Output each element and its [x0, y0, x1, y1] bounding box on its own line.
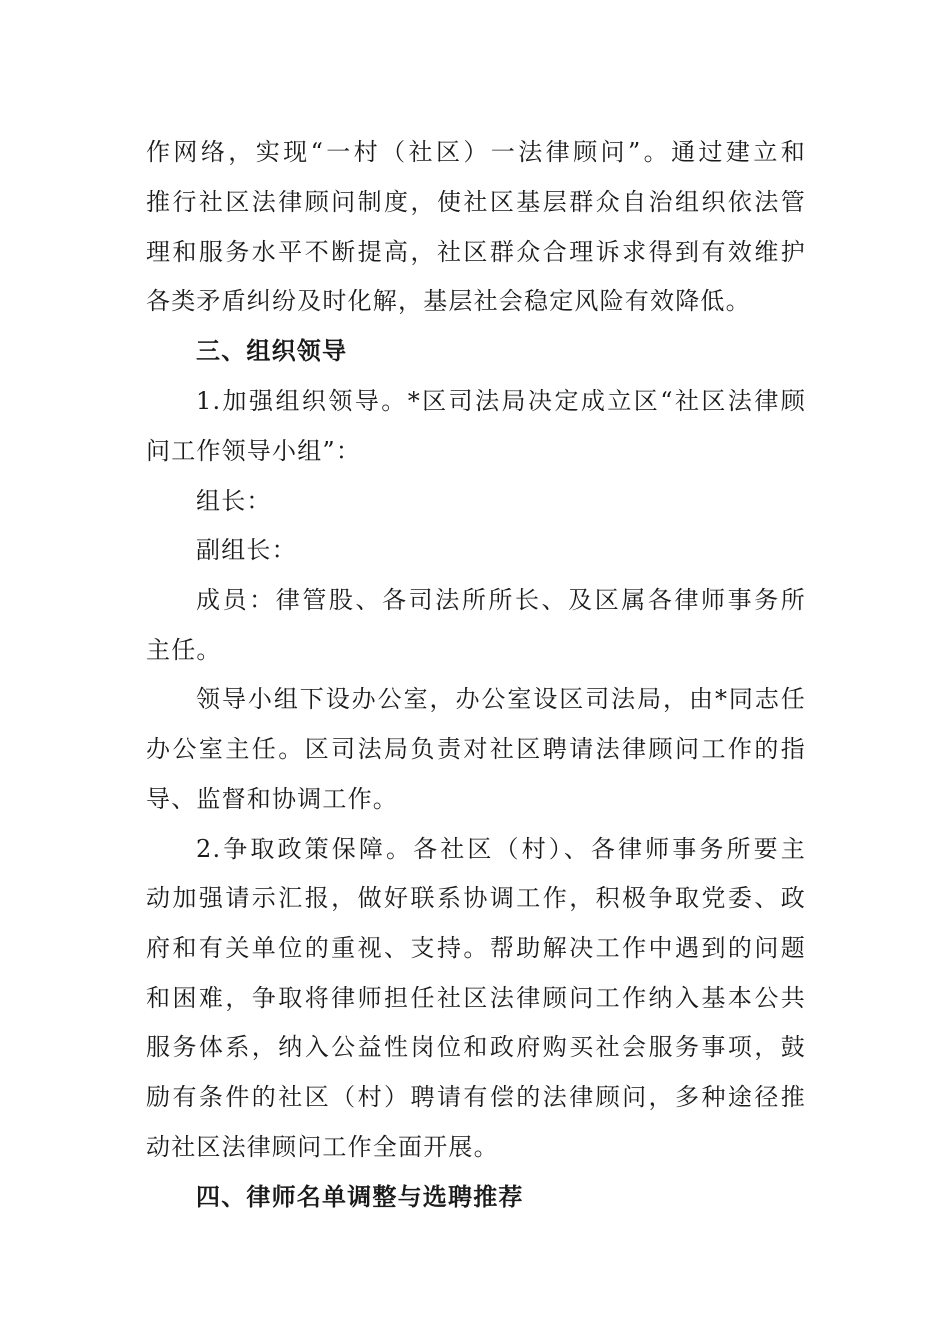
group-leader-label: 组长：: [196, 487, 272, 515]
paragraph-line: 励有条件的社区（村）聘请有偿的法律顾问，多种途径推: [146, 1083, 806, 1111]
paragraph-line: 1.加强组织领导。*区司法局决定成立区“社区法律顾: [196, 387, 806, 415]
paragraph-line: 服务体系，纳入公益性岗位和政府购买社会服务事项，鼓: [146, 1033, 806, 1061]
paragraph-line: 2.争取政策保障。各社区（村）、各律师事务所要主: [196, 835, 806, 863]
paragraph-line: 和困难，争取将律师担任社区法律顾问工作纳入基本公共: [146, 984, 806, 1012]
paragraph-line: 动加强请示汇报，做好联系协调工作，积极争取党委、政: [146, 884, 806, 912]
paragraph-line: 主任。: [146, 636, 222, 664]
deputy-leader-label: 副组长：: [196, 536, 297, 564]
section-heading-4: 四、律师名单调整与选聘推荐: [196, 1183, 524, 1211]
paragraph-line: 办公室主任。区司法局负责对社区聘请法律顾问工作的指: [146, 735, 806, 763]
paragraph-line: 问工作领导小组”：: [146, 437, 362, 465]
paragraph-line: 推行社区法律顾问制度，使社区基层群众自治组织依法管: [146, 188, 806, 216]
paragraph-line: 各类矛盾纠纷及时化解，基层社会稳定风险有效降低。: [146, 287, 751, 315]
members-line: 成员：律管股、各司法所所长、及区属各律师事务所: [196, 586, 806, 614]
paragraph-line: 领导小组下设办公室，办公室设区司法局，由*同志任: [196, 685, 806, 713]
section-heading-3: 三、组织领导: [196, 337, 348, 365]
paragraph-line: 动社区法律顾问工作全面开展。: [146, 1133, 499, 1161]
paragraph-line: 府和有关单位的重视、支持。帮助解决工作中遇到的问题: [146, 934, 806, 962]
paragraph-line: 导、监督和协调工作。: [146, 785, 398, 813]
paragraph-line: 理和服务水平不断提高，社区群众合理诉求得到有效维护: [146, 238, 806, 266]
paragraph-line: 作网络，实现“一村（社区）一法律顾问”。通过建立和: [146, 138, 806, 166]
